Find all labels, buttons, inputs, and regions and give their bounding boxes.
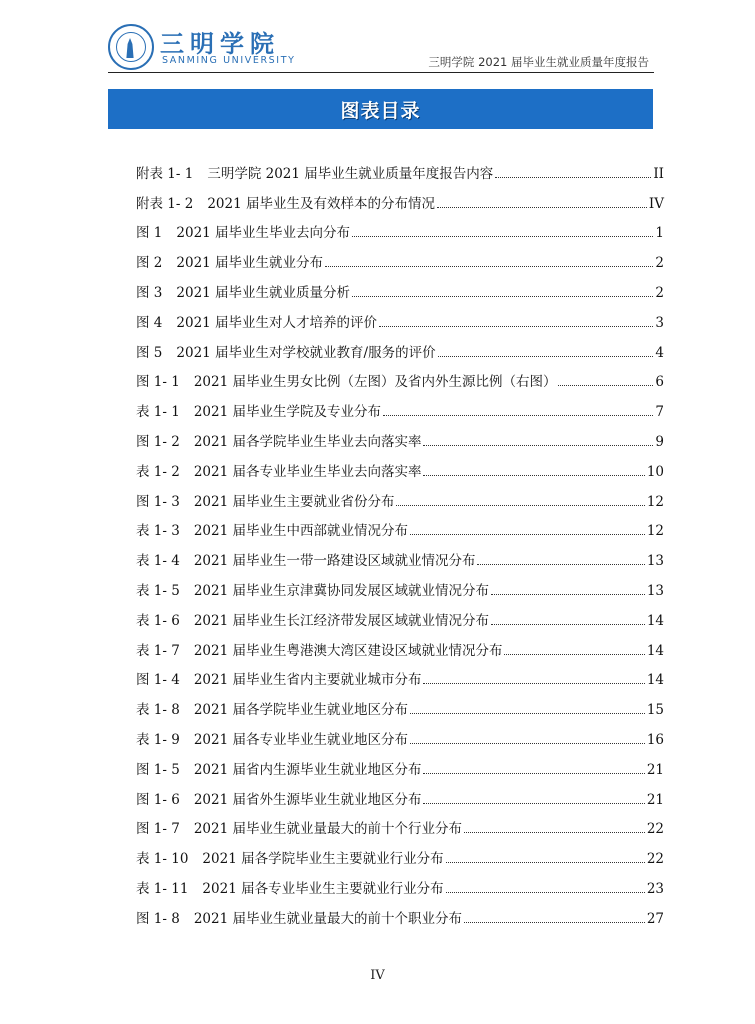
- toc-entry-title: 2021 届毕业生对学校就业教育/服务的评价: [176, 344, 436, 361]
- toc-entry-title: 2021 届毕业生粤港澳大湾区建设区域就业情况分布: [193, 642, 503, 659]
- toc-leader-dots: [464, 922, 645, 923]
- toc-entry-label: 附表 1- 1: [136, 165, 194, 182]
- toc-entry-page: 10: [646, 463, 664, 480]
- toc-entry-label: 表 1- 4: [136, 553, 180, 570]
- toc-entry-page: 2: [655, 255, 664, 272]
- toc-entry-page: 16: [646, 731, 664, 748]
- toc-entry[interactable]: [136, 271, 664, 301]
- toc-leader-dots: [477, 564, 644, 565]
- toc-entry-page: 27: [646, 910, 664, 927]
- toc-entry-title: 2021 届省内生源毕业生就业地区分布: [193, 761, 422, 778]
- toc-leader-dots: [423, 445, 653, 446]
- university-name-logo: 三明学院: [160, 29, 280, 58]
- toc-entry-label: 图 1- 8: [136, 910, 180, 927]
- toc-entry-page: 23: [646, 880, 664, 897]
- toc-entry[interactable]: [136, 331, 664, 361]
- toc-entry-label: 表 1- 8: [136, 702, 180, 719]
- table-of-figures: [136, 152, 664, 927]
- toc-entry-title: 2021 届毕业生长江经济带发展区域就业情况分布: [193, 612, 489, 629]
- toc-leader-dots: [438, 356, 654, 357]
- toc-entry-page: 13: [646, 553, 664, 570]
- toc-entry-title: 三明学院 2021 届毕业生就业质量年度报告内容: [207, 165, 494, 182]
- toc-entry-label: 表 1- 3: [136, 523, 180, 540]
- toc-entry-title: 2021 届毕业生一带一路建设区域就业情况分布: [193, 553, 476, 570]
- toc-entry-title: 2021 届毕业生就业质量分析: [176, 284, 351, 301]
- toc-leader-dots: [423, 683, 644, 684]
- toc-entry[interactable]: [136, 897, 664, 927]
- toc-entry-title: 2021 届毕业生学院及专业分布: [193, 404, 381, 421]
- toc-entry-title: 2021 届毕业生就业量最大的前十个职业分布: [193, 910, 462, 927]
- toc-entry-title: 2021 届毕业生对人才培养的评价: [176, 314, 378, 331]
- toc-leader-dots: [446, 892, 645, 893]
- toc-entry-title: 2021 届毕业生毕业去向分布: [176, 225, 351, 242]
- page-number: IV: [370, 968, 385, 983]
- toc-leader-dots: [423, 773, 644, 774]
- university-seal-icon: [108, 24, 154, 70]
- toc-entry-title: 2021 届各专业毕业生主要就业行业分布: [202, 880, 444, 897]
- page-header: [0, 0, 755, 80]
- toc-entry-title: 2021 届毕业生主要就业省份分布: [193, 493, 395, 510]
- toc-entry-label: 图 1: [136, 225, 163, 242]
- toc-leader-dots: [423, 803, 644, 804]
- toc-entry[interactable]: [136, 390, 664, 420]
- toc-entry[interactable]: [136, 778, 664, 808]
- toc-entry-label: 图 1- 2: [136, 433, 180, 450]
- toc-entry-page: 14: [646, 672, 664, 689]
- toc-entry[interactable]: [136, 301, 664, 331]
- toc-entry[interactable]: [136, 182, 664, 212]
- university-english-name: SANMING UNIVERSITY: [162, 55, 296, 66]
- toc-entry[interactable]: [136, 510, 664, 540]
- toc-entry-page: 3: [655, 314, 664, 331]
- toc-entry-label: 图 1- 5: [136, 761, 180, 778]
- toc-entry-title: 2021 届各专业毕业生毕业去向落实率: [193, 463, 422, 480]
- toc-entry[interactable]: [136, 361, 664, 391]
- toc-entry[interactable]: [136, 212, 664, 242]
- toc-leader-dots: [491, 594, 645, 595]
- toc-entry-page: 21: [646, 761, 664, 778]
- toc-entry-title: 2021 届毕业生就业量最大的前十个行业分布: [193, 821, 462, 838]
- toc-entry-label: 图 4: [136, 314, 163, 331]
- toc-entry-page: 7: [655, 404, 664, 421]
- toc-entry[interactable]: [136, 480, 664, 510]
- toc-entry[interactable]: [136, 808, 664, 838]
- toc-entry-label: 图 1- 3: [136, 493, 180, 510]
- toc-entry-page: 21: [646, 791, 664, 808]
- toc-leader-dots: [410, 743, 645, 744]
- toc-leader-dots: [379, 326, 653, 327]
- section-banner: 图表目录: [108, 89, 653, 129]
- toc-entry[interactable]: [136, 837, 664, 867]
- toc-entry-label: 图 2: [136, 255, 163, 272]
- toc-entry-title: 2021 届各学院毕业生就业地区分布: [193, 702, 408, 719]
- toc-entry[interactable]: [136, 688, 664, 718]
- toc-leader-dots: [423, 475, 644, 476]
- toc-entry[interactable]: [136, 659, 664, 689]
- toc-entry-label: 表 1- 7: [136, 642, 180, 659]
- toc-entry[interactable]: [136, 867, 664, 897]
- toc-entry-label: 表 1- 1: [136, 404, 180, 421]
- toc-leader-dots: [352, 236, 653, 237]
- toc-entry-page: 9: [655, 433, 664, 450]
- toc-entry-title: 2021 届毕业生就业分布: [176, 255, 324, 272]
- toc-leader-dots: [504, 654, 644, 655]
- toc-leader-dots: [558, 385, 653, 386]
- toc-entry-title: 2021 届毕业生省内主要就业城市分布: [193, 672, 422, 689]
- toc-entry-page: 2: [655, 284, 664, 301]
- toc-entry-label: 图 1- 1: [136, 374, 180, 391]
- toc-entry-label: 表 1- 10: [136, 851, 189, 868]
- toc-entry-title: 2021 届各学院毕业生毕业去向落实率: [193, 433, 422, 450]
- toc-entry-label: 图 1- 6: [136, 791, 180, 808]
- toc-entry-page: 14: [646, 612, 664, 629]
- toc-entry-page: 14: [646, 642, 664, 659]
- toc-leader-dots: [410, 534, 645, 535]
- toc-entry-title: 2021 届各专业毕业生就业地区分布: [193, 731, 408, 748]
- toc-entry-title: 2021 届省外生源毕业生就业地区分布: [193, 791, 422, 808]
- toc-entry[interactable]: [136, 241, 664, 271]
- toc-entry-page: 12: [646, 493, 664, 510]
- toc-entry-label: 图 3: [136, 284, 163, 301]
- toc-entry-page: 6: [655, 374, 664, 391]
- toc-entry-page: IV: [648, 195, 664, 212]
- toc-entry-label: 表 1- 2: [136, 463, 180, 480]
- report-title: 三明学院 2021 届毕业生就业质量年度报告: [428, 55, 649, 69]
- toc-leader-dots: [352, 296, 653, 297]
- toc-leader-dots: [396, 505, 644, 506]
- toc-entry-label: 表 1- 11: [136, 880, 189, 897]
- toc-leader-dots: [491, 624, 645, 625]
- toc-entry[interactable]: [136, 569, 664, 599]
- toc-entry-label: 表 1- 6: [136, 612, 180, 629]
- toc-entry[interactable]: [136, 450, 664, 480]
- toc-entry-label: 图 1- 4: [136, 672, 180, 689]
- toc-entry-page: 22: [646, 821, 664, 838]
- toc-entry[interactable]: [136, 420, 664, 450]
- toc-entry-page: 22: [646, 851, 664, 868]
- toc-entry-label: 附表 1- 2: [136, 195, 194, 212]
- toc-entry-title: 2021 届毕业生及有效样本的分布情况: [207, 195, 435, 212]
- toc-entry-page: II: [653, 165, 664, 182]
- header-divider: [108, 72, 654, 73]
- toc-entry-page: 12: [646, 523, 664, 540]
- toc-entry-title: 2021 届毕业生京津冀协同发展区域就业情况分布: [193, 582, 489, 599]
- toc-entry[interactable]: [136, 629, 664, 659]
- toc-leader-dots: [437, 207, 647, 208]
- toc-entry[interactable]: [136, 748, 664, 778]
- toc-entry-label: 图 5: [136, 344, 163, 361]
- toc-leader-dots: [410, 713, 645, 714]
- toc-entry[interactable]: [136, 599, 664, 629]
- toc-entry-page: 4: [655, 344, 664, 361]
- toc-leader-dots: [383, 415, 653, 416]
- toc-leader-dots: [464, 832, 645, 833]
- toc-leader-dots: [325, 266, 653, 267]
- toc-entry-label: 图 1- 7: [136, 821, 180, 838]
- toc-entry-title: 2021 届各学院毕业生主要就业行业分布: [202, 851, 444, 868]
- toc-entry-title: 2021 届毕业生中西部就业情况分布: [193, 523, 408, 540]
- toc-entry-title: 2021 届毕业生男女比例（左图）及省内外生源比例（右图）: [193, 374, 557, 391]
- toc-entry[interactable]: [136, 718, 664, 748]
- toc-leader-dots: [495, 177, 651, 178]
- toc-entry-page: 15: [646, 702, 664, 719]
- toc-entry-label: 表 1- 9: [136, 731, 180, 748]
- toc-entry-label: 表 1- 5: [136, 582, 180, 599]
- toc-entry[interactable]: [136, 152, 664, 182]
- toc-entry[interactable]: [136, 539, 664, 569]
- toc-entry-page: 13: [646, 582, 664, 599]
- toc-entry-page: 1: [655, 225, 664, 242]
- toc-leader-dots: [446, 862, 645, 863]
